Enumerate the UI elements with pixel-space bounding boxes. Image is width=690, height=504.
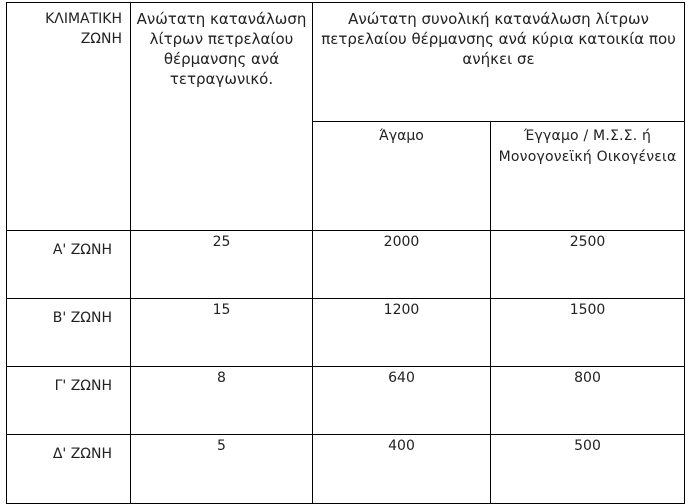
married-cell: 500 [491, 435, 685, 504]
single-cell: 640 [313, 367, 491, 435]
header-climate-zone: ΚΛΙΜΑΤΙΚΗ ΖΩΝΗ [7, 3, 131, 231]
zone-cell: Α' ΖΩΝΗ [7, 231, 131, 299]
married-cell: 800 [491, 367, 685, 435]
header-married: Έγγαμο / Μ.Σ.Σ. ή Μονογονεϊκή Οικογένεια [491, 122, 685, 231]
header-max-total: Ανώτατη συνολική κατανάλωση λίτρων πετρελαίου θέρμανσης ανά κύρια κατοικία που ανήκει σε [313, 3, 685, 122]
table-row [7, 231, 685, 299]
married-cell: 1500 [491, 299, 685, 367]
zone-cell: Γ' ΖΩΝΗ [7, 367, 131, 435]
heating-oil-table [6, 2, 685, 504]
single-cell: 2000 [313, 231, 491, 299]
header-max-per-sqm: Ανώτατη κατανάλωση λίτρων πετρελαίου θέρμανσης ανά τετραγωνικό. [131, 3, 313, 231]
single-cell: 400 [313, 435, 491, 504]
single-cell: 1200 [313, 299, 491, 367]
married-cell: 2500 [491, 231, 685, 299]
per-sqm-cell: 25 [131, 231, 313, 299]
zone-cell: Β' ΖΩΝΗ [7, 299, 131, 367]
table-row [7, 299, 685, 367]
per-sqm-cell: 8 [131, 367, 313, 435]
per-sqm-cell: 15 [131, 299, 313, 367]
table-row [7, 435, 685, 504]
header-single: Άγαμο [313, 122, 491, 231]
per-sqm-cell: 5 [131, 435, 313, 504]
table-row [7, 367, 685, 435]
zone-cell: Δ' ΖΩΝΗ [7, 435, 131, 504]
